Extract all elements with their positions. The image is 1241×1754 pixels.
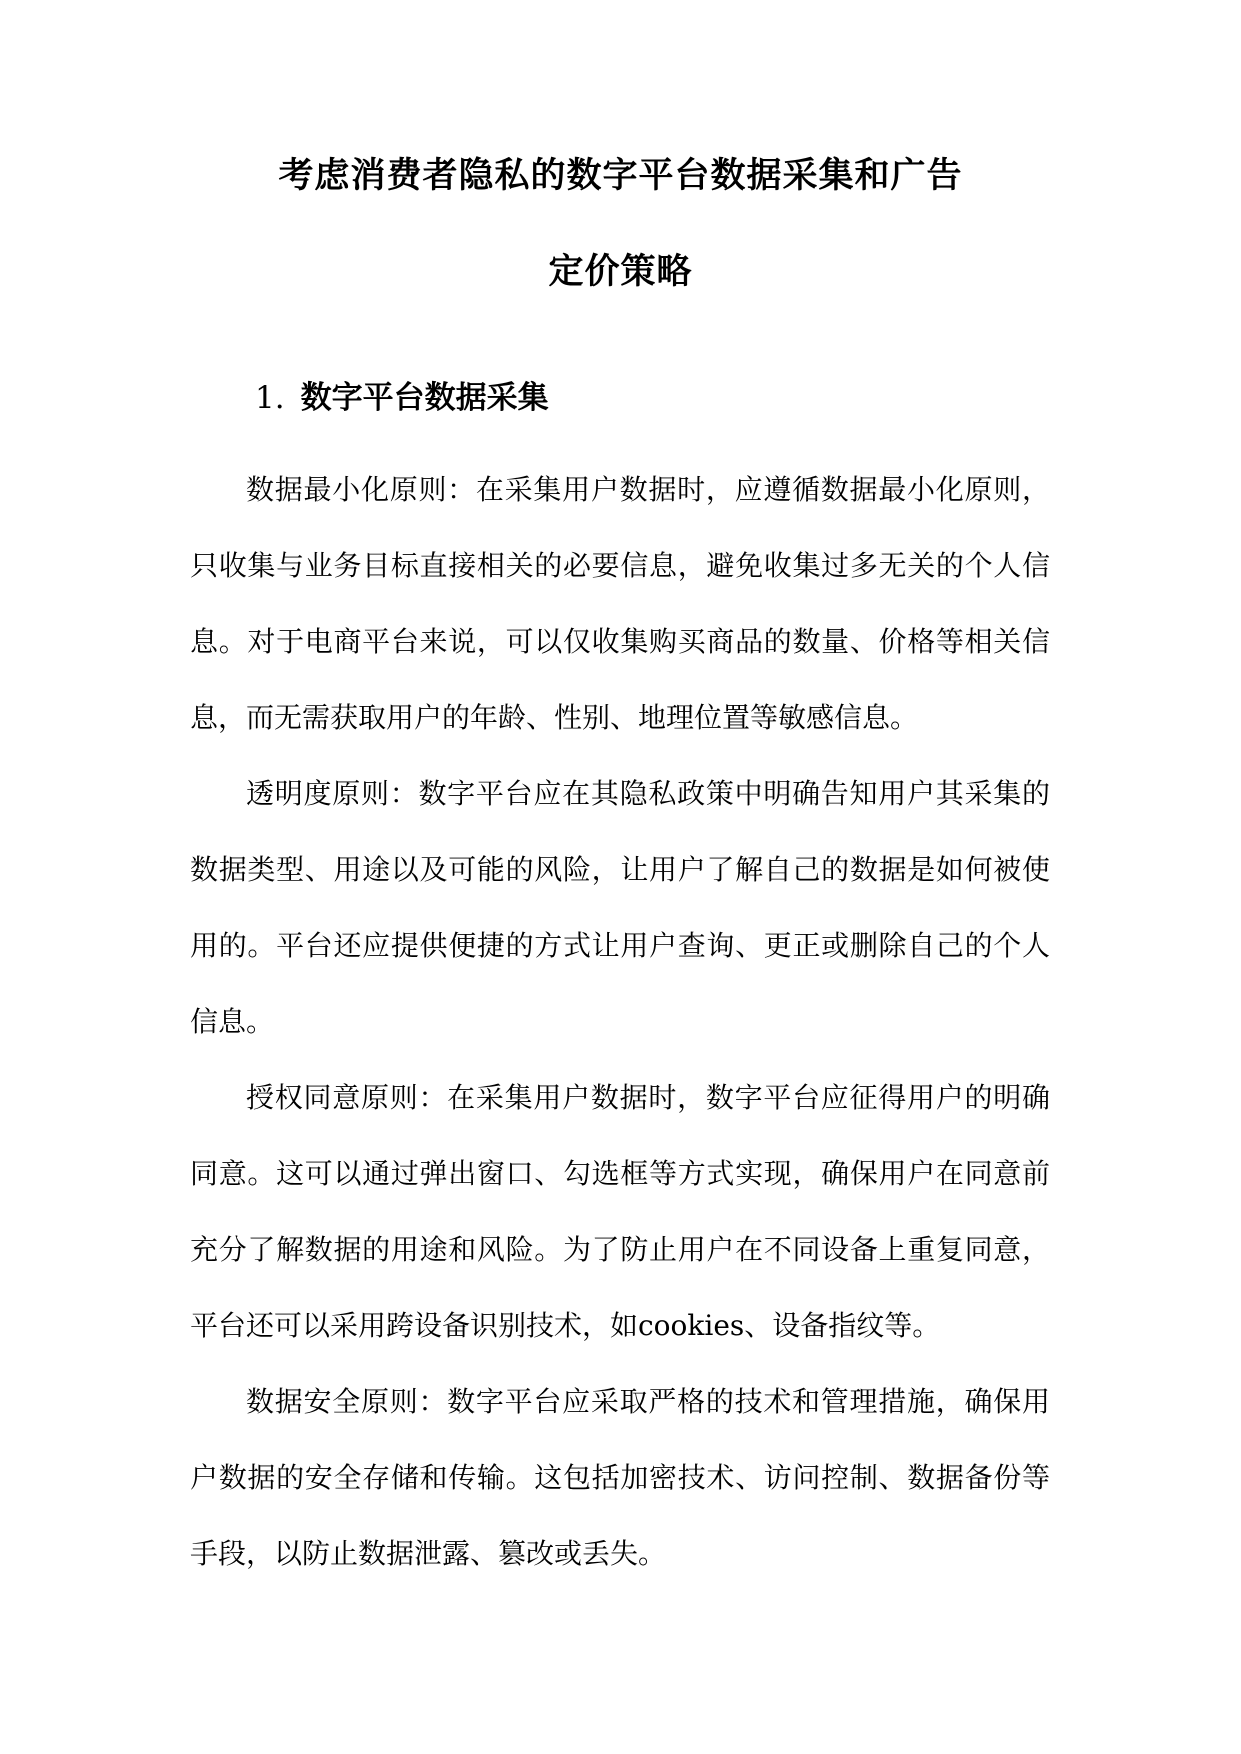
section-title: 数字平台数据采集 xyxy=(300,380,549,416)
paragraph-consent: 授权同意原则：在采集用户数据时，数字平台应征得用户的明确同意。这可以通过弹出窗口、勾选框等方式实现，确保用户在同意前充分了解数据的用途和风险。为了防止用户在不同设备上重复同意，平台还可以采用跨设备识别技术，如cookies、设备指纹等。 xyxy=(190,1081,1050,1342)
document-title-line-2: 定价策略 xyxy=(548,252,693,292)
section-number: 1. xyxy=(255,380,285,416)
paragraph-data-minimization: 数据最小化原则：在采集用户数据时，应遵循数据最小化原则，只收集与业务目标直接相关的必要信息，避免收集过多无关的个人信息。对于电商平台来说，可以仅收集购买商品的数量、价格等相关信息，而无需获取用户的年龄、性别、地理位置等敏感信息。 xyxy=(190,473,1050,734)
paragraph-data-security: 数据安全原则：数字平台应采取严格的技术和管理措施，确保用户数据的安全存储和传输。这包括加密技术、访问控制、数据备份等手段，以防止数据泄露、篡改或丢失。 xyxy=(190,1385,1050,1570)
paragraph-transparency: 透明度原则：数字平台应在其隐私政策中明确告知用户其采集的数据类型、用途以及可能的风险，让用户了解自己的数据是如何被使用的。平台还应提供便捷的方式让用户查询、更正或删除自己的个人信息。 xyxy=(190,777,1050,1038)
document-title-line-1: 考虑消费者隐私的数字平台数据采集和广告 xyxy=(278,156,963,196)
section-heading xyxy=(255,378,549,418)
